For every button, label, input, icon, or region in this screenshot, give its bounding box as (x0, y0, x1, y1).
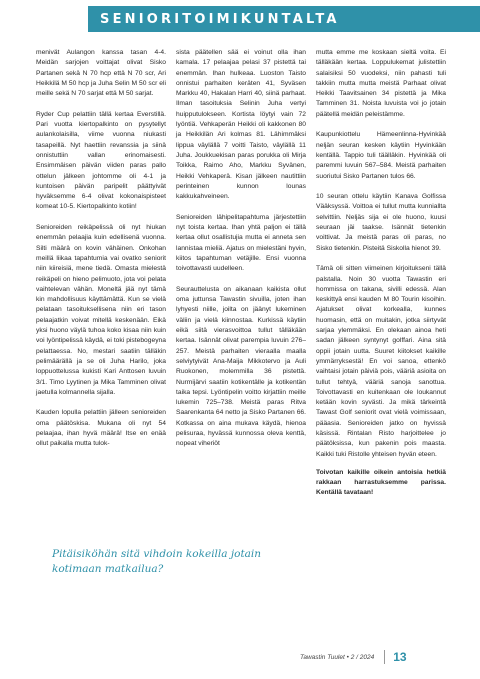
pull-quote: Pitäisiköhän sitä vihdoin kokeilla jotain kotimaan matkailua? (52, 548, 262, 575)
text-column-2 (176, 48, 306, 450)
paragraph: 10 seuran ottelu käytiin Kanava Golfissa Vääksyssä. Voittoa ei tullut mutta kunniallta selvittiin. Neljäs sija ei ole huono, kuusi seuraan jäi taakse. Isännät tietenkin voittivat. Ja meistä paras oli paras, no Sisko tietenkin. Pisteitä Siskolla hienot 39. (316, 193, 446, 252)
paragraph: mutta emme me koskaan sieltä voita. Ei tälläkään kertaa. Loppulukemat julistettiin salaisiksi 50 vuodeksi, niin pahasti tuli takkiin mutta mutta meistä Parhaat olivat Heikki Taavitsainen 34 pistettä ja Mika Tamminen 31. Noista luvuista voi jo jotain päätellä meidän peleistämme. (316, 49, 446, 118)
paragraph: sista päätellen sää ei voinut olla ihan kamala. 17 pelaajaa pelasi 37 pistettä tai enemmän. Ihan hulkeaa. Luoston Taisto onnistui parhaiten keräten 41, Syväsen Markku 40, Hakalan Harri 40, siinä parhaat. Ilman tasoituksia Selinin Juha vertyi huipputulokseen. Kortista löytyi vain 72 lyöntiä. Vehkaperän Heikki oli kakkonen 80 ja Heikkilän Ari kolmas 81. Lähimmäksi lippua väylällä 7 voitti Taisto, väylällä 11 Juha. Joukkuekisan paras porukka oli Mirja Toikka, Raimo Aho, Markku Syvänen, Heikki Vehkaperä. Kisan jälkeen nautittiin perinteinen kunnon lounas kakkukahveineen. (176, 49, 306, 201)
publication-info: Tawastin Tuulet • 2 / 2024 (300, 653, 375, 661)
closing-statement: Toivotan kaikille oikein antoisia hetkiä rakkaan harrastuksemme parissa. Kentällä tavataan! (316, 468, 446, 497)
section-title: SENIORITOIMIKUNTALTA (100, 11, 340, 27)
page-footer (300, 649, 407, 665)
paragraph: Ryder Cup pelattiin tällä kertaa Everstillä. Pari vuotta kiertopalkinto on pysytellyt aulankolaisilla, viime vuonna niukasti tasapeillä. Nyt haettiin revanssia ja siinä onnistuttiin vallan erinomaisesti. Ensimmäisen päivän viiden paras pallo ottelun jälkeen johtomme oli 4-1 ja kuntoisen päivän paripelit päättyivät hyväksemme 6-4 olivat kokonaispisteet komeat 10-5. Kiertopalkinto kotiin! (36, 110, 166, 211)
text-column-1 (36, 48, 166, 450)
paragraph: Kaupunkiottelu Hämeenlinna-Hyvinkää neljän seuran kesken käytiin Hyvinkään kentällä. Tappio tuli täälläkin. Hyvinkää oli paremmi luvuin 567–584. Meistä parhaiten suoriutui Sisko Partanen tulos 66. (316, 131, 446, 180)
paragraph: menivät Aulangon kanssa tasan 4-4. Meidän sarjojen voittajat olivat Sisko Partanen sekä N 70 hcp että N 70 scr, Ari Heikkilä M 50 hcp ja Juha Selin M 50 scr eli meille sekä N 70 sarjat että M 50 sarjat. (36, 49, 166, 98)
paragraph: Senioreiden reikäpelissä oli nyt hiukan enemmän pelaajia kuin edellisenä vuonna. Silti määrä on kovin vähäinen. Onkohan meillä liikaa tapahtumia vai ovatko seniorit niin kiireisiä, mene tiedä. Omasta mielestä reikäpeli on hieno pelimuoto, jota voi pelata vaihtelevan vähän. Moneltä jää nyt tämä kin mahdollisuus käyttämättä. Kun se vielä pelataan tasoituksellisena niin eri tason pelaajatkin voivat mitellä keskenään. Eikä yksi huono väylä tuhoa koko kisaa niin kuin voi lyöntipelissä käydä, ei toki pistebogeyna pelattaessa. No, mestari saatiin tälläkin pelimäärällä ja se oli Juha Harilo, joka loppuottelussa kukisti Kari Anttosen luvuin 3/1. Timo Lyytinen ja Mika Tamminen olivat jaetulla kolmannella sijalla. (36, 224, 166, 396)
paragraph: Seurauttelusta on aikanaan kaikista ollut oma juttunsa Tawastin sivuilla, joten ihan lyhyesti niille, joilta on jäänyt lukeminen väliin ja vielä kiinnostaa. Kurkissä käytiin eikä siitä vierasvoittoa tullut tälläkään kertaa. Isännät olivat parempia luvuin 276–257. Meistä parhaiten vieraalla maalla selviytyivät Ana-Maija Mikkotervo ja Auli Ruokonen, molemmilla 36 pistettä. Nurmijärvi saatiin kotikentälle ja kotikentän taika tepsi. Lyöntipelin voitto kirjattiin meille lukemin 725–738. Meistä paras Ritva Saarenkanta 64 netto ja Sisko Partanen 66. Kotkassa on aina mukava käydä, hienoa pelisuraa, hyvässä kunnossa oleva kenttä, nopeat viheriöt (176, 285, 306, 448)
page-number: 13 (393, 650, 407, 664)
paragraph: Tämä oli sitten viimeinen kirjoitukseni tällä palstalla. Noin 30 vuotta Tawastin eri hommissa on takana, sivilli edessä. Alan keskittyä ensi kauden M 80 Tourin kisoihin. Ajatukset olivat korkealla, kunnes huomasin, että on muitakin, jotka siirtyvät sarjaa ylemmäksi. En olekaan ainoa heti sadan jälkeen syntynyt golffari. Aina sitä oppii jotain uutta. Suuret kiitokset kaikille ymmärryksestä! En voi sanoa, ettenkö vaihtaisi jotain päiviä pois, vääriä asioita on tullut tehtyä, vääriä sanoja sanottua. Toivottavasti en kuitenkaan ole loukannut ketään kovin syvästi. Ja mikä tärkeintä Tawast Golf seniorit ovat vielä voimissaan, pääasia. Senioreiden jatko on hyvissä käsissä. Rintalan Risto harjoittelee jo päätöksissa, kun pakenin pois maasta. Kaikki tuki Ristolle yhteisen hyvän eteen. (316, 265, 446, 458)
article-body (36, 48, 456, 628)
paragraph: Kauden lopulla pelattiin jälleen senioreiden oma päätöskisa. Mukana oli nyt 54 pelaajaa, ihan hyvä määrä! Itse en enää ollut paikalla mutta tulok- (36, 409, 166, 448)
paragraph: Senioreiden lähipelitapahtuma järjestettiin nyt toista kertaa. Ihan yhtä paljon ei tällä kertaa ollut osallistujia mutta ei anneta sen lannistaa mieliä. Ajatus on mielestäni hyvin, kiitos tapahtuman vetäjille. Ensi vuonna toivottavasti uudelleen. (176, 213, 306, 273)
section-header (88, 6, 480, 32)
footer-divider (384, 650, 385, 664)
text-column-3 (316, 48, 446, 499)
